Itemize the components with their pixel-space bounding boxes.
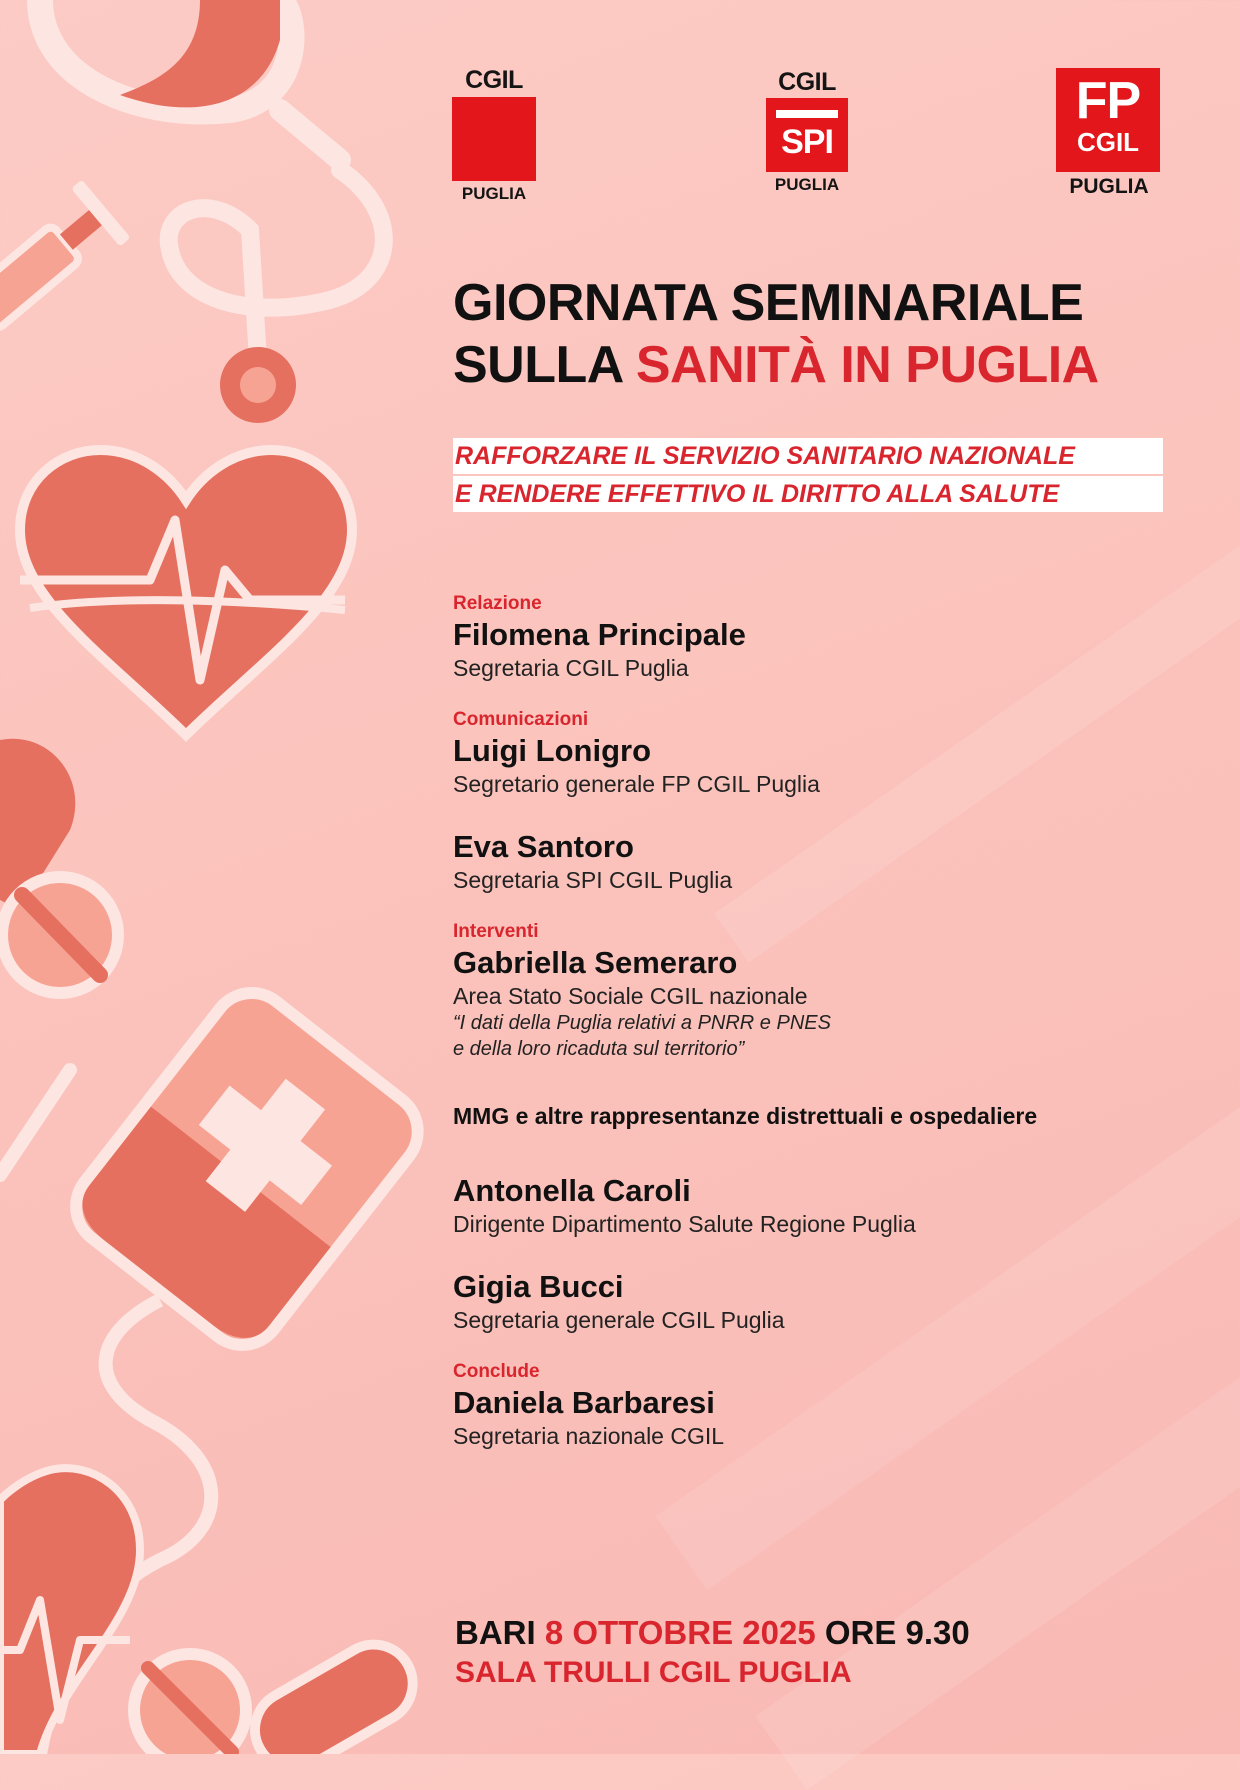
- logo-red-box: [1056, 68, 1160, 172]
- speaker-name: Antonella Caroli: [453, 1173, 691, 1208]
- fp-cgil-puglia-logo: [1056, 68, 1162, 200]
- speaker-name: Daniela Barbaresi: [453, 1385, 715, 1420]
- speaker-name: Luigi Lonigro: [453, 733, 652, 768]
- speaker-role: Segretaria generale CGIL Puglia: [453, 1307, 785, 1333]
- pill-tablet-icon: [134, 1654, 246, 1754]
- event-details: [455, 1612, 970, 1692]
- pill-capsule-icon: [241, 1630, 427, 1754]
- talk-title: e della loro ricaduta sul territorio”: [453, 1038, 745, 1060]
- speaker-role: Segretaria nazionale CGIL: [453, 1423, 725, 1449]
- event-date: 8 OTTOBRE 2025: [544, 1614, 816, 1651]
- section-label: Relazione: [453, 593, 542, 614]
- heart-pulse-icon: [0, 1468, 140, 1754]
- talk-title: “I dati della Puglia relativi a PNRR e PNES: [453, 1012, 831, 1034]
- logo-text: FP: [1075, 72, 1141, 130]
- event-time: ORE 9.30: [824, 1614, 970, 1651]
- program: [453, 592, 1213, 1450]
- section-label: Conclude: [453, 1361, 540, 1382]
- speaker-name: Eva Santoro: [453, 829, 634, 864]
- speaker-name: Gigia Bucci: [453, 1269, 624, 1304]
- subtitle-line-2: E RENDERE EFFETTIVO IL DIRITTO ALLA SALUTE: [453, 476, 1163, 512]
- stethoscope-icon: [40, 0, 384, 423]
- section-interventi: [453, 920, 1213, 1334]
- speaker-role: Segretaria CGIL Puglia: [453, 655, 689, 681]
- speaker-name: Gabriella Semeraro: [453, 945, 738, 980]
- section-relazione: [453, 592, 1213, 682]
- logo-text: CGIL: [465, 66, 523, 94]
- subtitle-line-1: RAFFORZARE IL SERVIZIO SANITARIO NAZIONALE: [453, 438, 1163, 474]
- pill-capsule-icon: [0, 739, 75, 910]
- section-label: Interventi: [453, 921, 539, 942]
- event-city: BARI: [455, 1614, 536, 1651]
- title-line-2: [453, 334, 1099, 396]
- title-prefix: SULLA: [453, 336, 622, 394]
- logo-text: PUGLIA: [1069, 175, 1149, 198]
- logo-text: CGIL: [778, 68, 836, 96]
- logo-red-box: [766, 98, 848, 172]
- logo-text: PUGLIA: [774, 175, 840, 194]
- speaker-role: Area Stato Sociale CGIL nazionale: [453, 983, 808, 1009]
- title-highlight: SANITÀ IN PUGLIA: [635, 336, 1099, 394]
- subtitle: [453, 438, 1163, 514]
- syringe-icon: [0, 180, 131, 342]
- pill-tablet-icon: [2, 877, 118, 993]
- heart-pulse-icon: [20, 450, 352, 735]
- spi-cgil-puglia-logo: [762, 68, 852, 194]
- title-line-1: GIORNATA SEMINARIALE: [453, 274, 1084, 332]
- section-comunicazioni: [453, 708, 1213, 894]
- page-title: [453, 272, 1099, 396]
- mmg-line: MMG e altre rappresentanze distrettuali e ospedaliere: [453, 1103, 1038, 1129]
- section-label: Comunicazioni: [453, 709, 589, 730]
- speaker-role: Segretaria SPI CGIL Puglia: [453, 867, 733, 893]
- logo-text: PUGLIA: [461, 184, 527, 203]
- logo-bar: [776, 110, 838, 118]
- iv-bag-icon: [60, 977, 434, 1361]
- logo-text: CGIL: [1076, 127, 1140, 157]
- section-conclude: [453, 1360, 1213, 1450]
- speaker-role: Segretario generale FP CGIL Puglia: [453, 771, 820, 797]
- event-date-line: [455, 1612, 970, 1654]
- cgil-puglia-logo: [450, 66, 538, 203]
- event-venue: SALA TRULLI CGIL PUGLIA: [455, 1656, 852, 1689]
- logo-red-square: [452, 97, 536, 181]
- speaker-role: Dirigente Dipartimento Salute Regione Puglia: [453, 1211, 916, 1237]
- speaker-name: Filomena Principale: [453, 617, 746, 652]
- logo-text: SPI: [781, 123, 833, 161]
